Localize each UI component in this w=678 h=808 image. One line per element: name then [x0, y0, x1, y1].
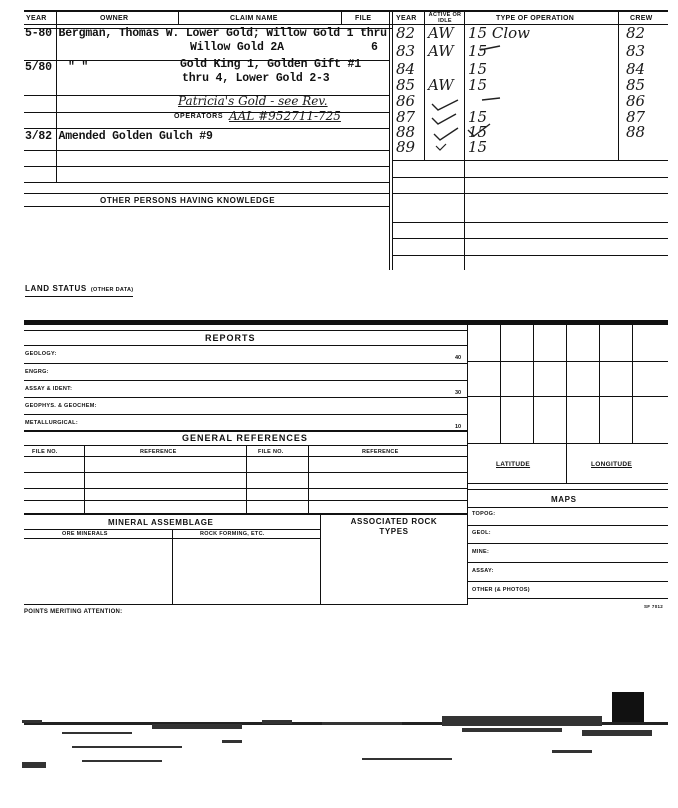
- reports-title: REPORTS: [205, 333, 256, 343]
- header-type-of-operation: TYPE OF OPERATION: [496, 15, 575, 22]
- general-references-title: GENERAL REFERENCES: [182, 433, 308, 443]
- latitude-label: LATITUDE: [496, 461, 531, 468]
- activity-active: AW: [428, 42, 454, 60]
- activity-type: 15: [468, 123, 488, 141]
- header-owner: OWNER: [100, 15, 129, 22]
- header-year: YEAR: [26, 15, 47, 22]
- reports-num: 30: [455, 390, 462, 396]
- handwritten-claim-note: Patricia's Gold - see Rev.: [178, 94, 328, 108]
- scan-noise: [22, 710, 672, 780]
- map-geol: GEOL:: [472, 530, 491, 536]
- points-meriting-attention: POINTS MERITING ATTENTION:: [24, 609, 123, 615]
- activity-active: AW: [428, 76, 454, 94]
- associated-rock-types: ASSOCIATED ROCK TYPES: [350, 517, 438, 536]
- activity-type: 15 Clow: [468, 24, 530, 42]
- activity-year: 84: [396, 60, 416, 78]
- operators-value: AAL #952711-725: [229, 109, 341, 123]
- activity-year: 88: [396, 123, 416, 141]
- owner-row-year: 5-80: [25, 27, 52, 40]
- owner-row-owner: Bergman, Thomas W.: [58, 27, 180, 40]
- maps-title: MAPS: [551, 495, 577, 504]
- land-status-title: LAND STATUS: [25, 284, 87, 293]
- owner-row-claim: Willow Gold 2A: [190, 41, 284, 54]
- activity-crew: 86: [626, 92, 646, 110]
- handwritten-checkmarks: [420, 30, 620, 160]
- activity-type: 15: [468, 42, 488, 60]
- owner-row-file: 6: [371, 41, 378, 54]
- activity-crew: 83: [626, 42, 646, 60]
- map-other-photos: OTHER (& PHOTOS): [472, 587, 530, 593]
- activity-type: 15: [468, 138, 488, 156]
- ore-minerals-label: ORE MINERALS: [62, 531, 108, 537]
- owner-row-claim: thru 4, Lower Gold 2-3: [182, 72, 330, 85]
- header-crew: CREW: [630, 15, 653, 22]
- ref-file-no: FILE NO.: [32, 449, 58, 455]
- activity-year: 83: [396, 42, 416, 60]
- rock-forming-label: ROCK FORMING, ETC.: [200, 531, 265, 537]
- activity-crew: 84: [626, 60, 646, 78]
- reports-geology: GEOLOGY:: [25, 351, 57, 357]
- header-claim-name: CLAIM NAME: [230, 15, 278, 22]
- activity-year: 86: [396, 92, 416, 110]
- activity-crew: 88: [626, 123, 646, 141]
- activity-year: 87: [396, 108, 416, 126]
- reports-metallurgical: METALLURGICAL:: [25, 420, 78, 426]
- map-assay: ASSAY:: [472, 568, 494, 574]
- operators-label: OPERATORS: [174, 113, 224, 120]
- owner-row-claim: Lower Gold; Willow Gold 1 thru: [185, 27, 387, 40]
- owner-row-claim: Gold King 1, Golden Gift #1: [180, 58, 361, 71]
- owner-row-owner: " ": [68, 61, 89, 74]
- activity-crew: 85: [626, 76, 646, 94]
- activity-year: 85: [396, 76, 416, 94]
- ref-reference: REFERENCE: [140, 449, 177, 455]
- activity-crew: 87: [626, 108, 646, 126]
- reports-engrg: ENGRG:: [25, 369, 49, 375]
- map-mine: MINE:: [472, 549, 490, 555]
- header-file: FILE: [355, 15, 372, 22]
- form-code: SF 7012: [644, 604, 664, 609]
- reports-num: 10: [455, 424, 462, 430]
- ref-file-no: FILE NO.: [258, 449, 284, 455]
- activity-crew: 82: [626, 24, 646, 42]
- ref-reference: REFERENCE: [362, 449, 399, 455]
- reports-num: 40: [455, 355, 462, 361]
- header-year2: YEAR: [396, 15, 417, 22]
- reports-geophys: GEOPHYS. & GEOCHEM:: [25, 403, 97, 409]
- mineral-assemblage-title: MINERAL ASSEMBLAGE: [108, 518, 214, 527]
- header-active-or-idle: ACTIVE OR IDLE: [428, 12, 462, 24]
- owner-row-owner: Amended Golden Gulch #9: [58, 130, 213, 143]
- land-status-sub: (OTHER DATA): [90, 287, 134, 293]
- activity-year: 82: [396, 24, 416, 42]
- longitude-label: LONGITUDE: [591, 461, 632, 468]
- reports-assay: ASSAY & IDENT:: [25, 386, 73, 392]
- owner-row-year: 5/80: [25, 61, 52, 74]
- activity-active: AW: [428, 24, 454, 42]
- activity-type: 15: [468, 108, 488, 126]
- map-topog: TOPOG:: [472, 511, 496, 517]
- activity-year: 89: [396, 138, 416, 156]
- activity-type: 15: [468, 76, 488, 94]
- other-persons-title: OTHER PERSONS HAVING KNOWLEDGE: [100, 196, 276, 205]
- owner-row-year: 3/82: [25, 130, 52, 143]
- activity-type: 15: [468, 60, 488, 78]
